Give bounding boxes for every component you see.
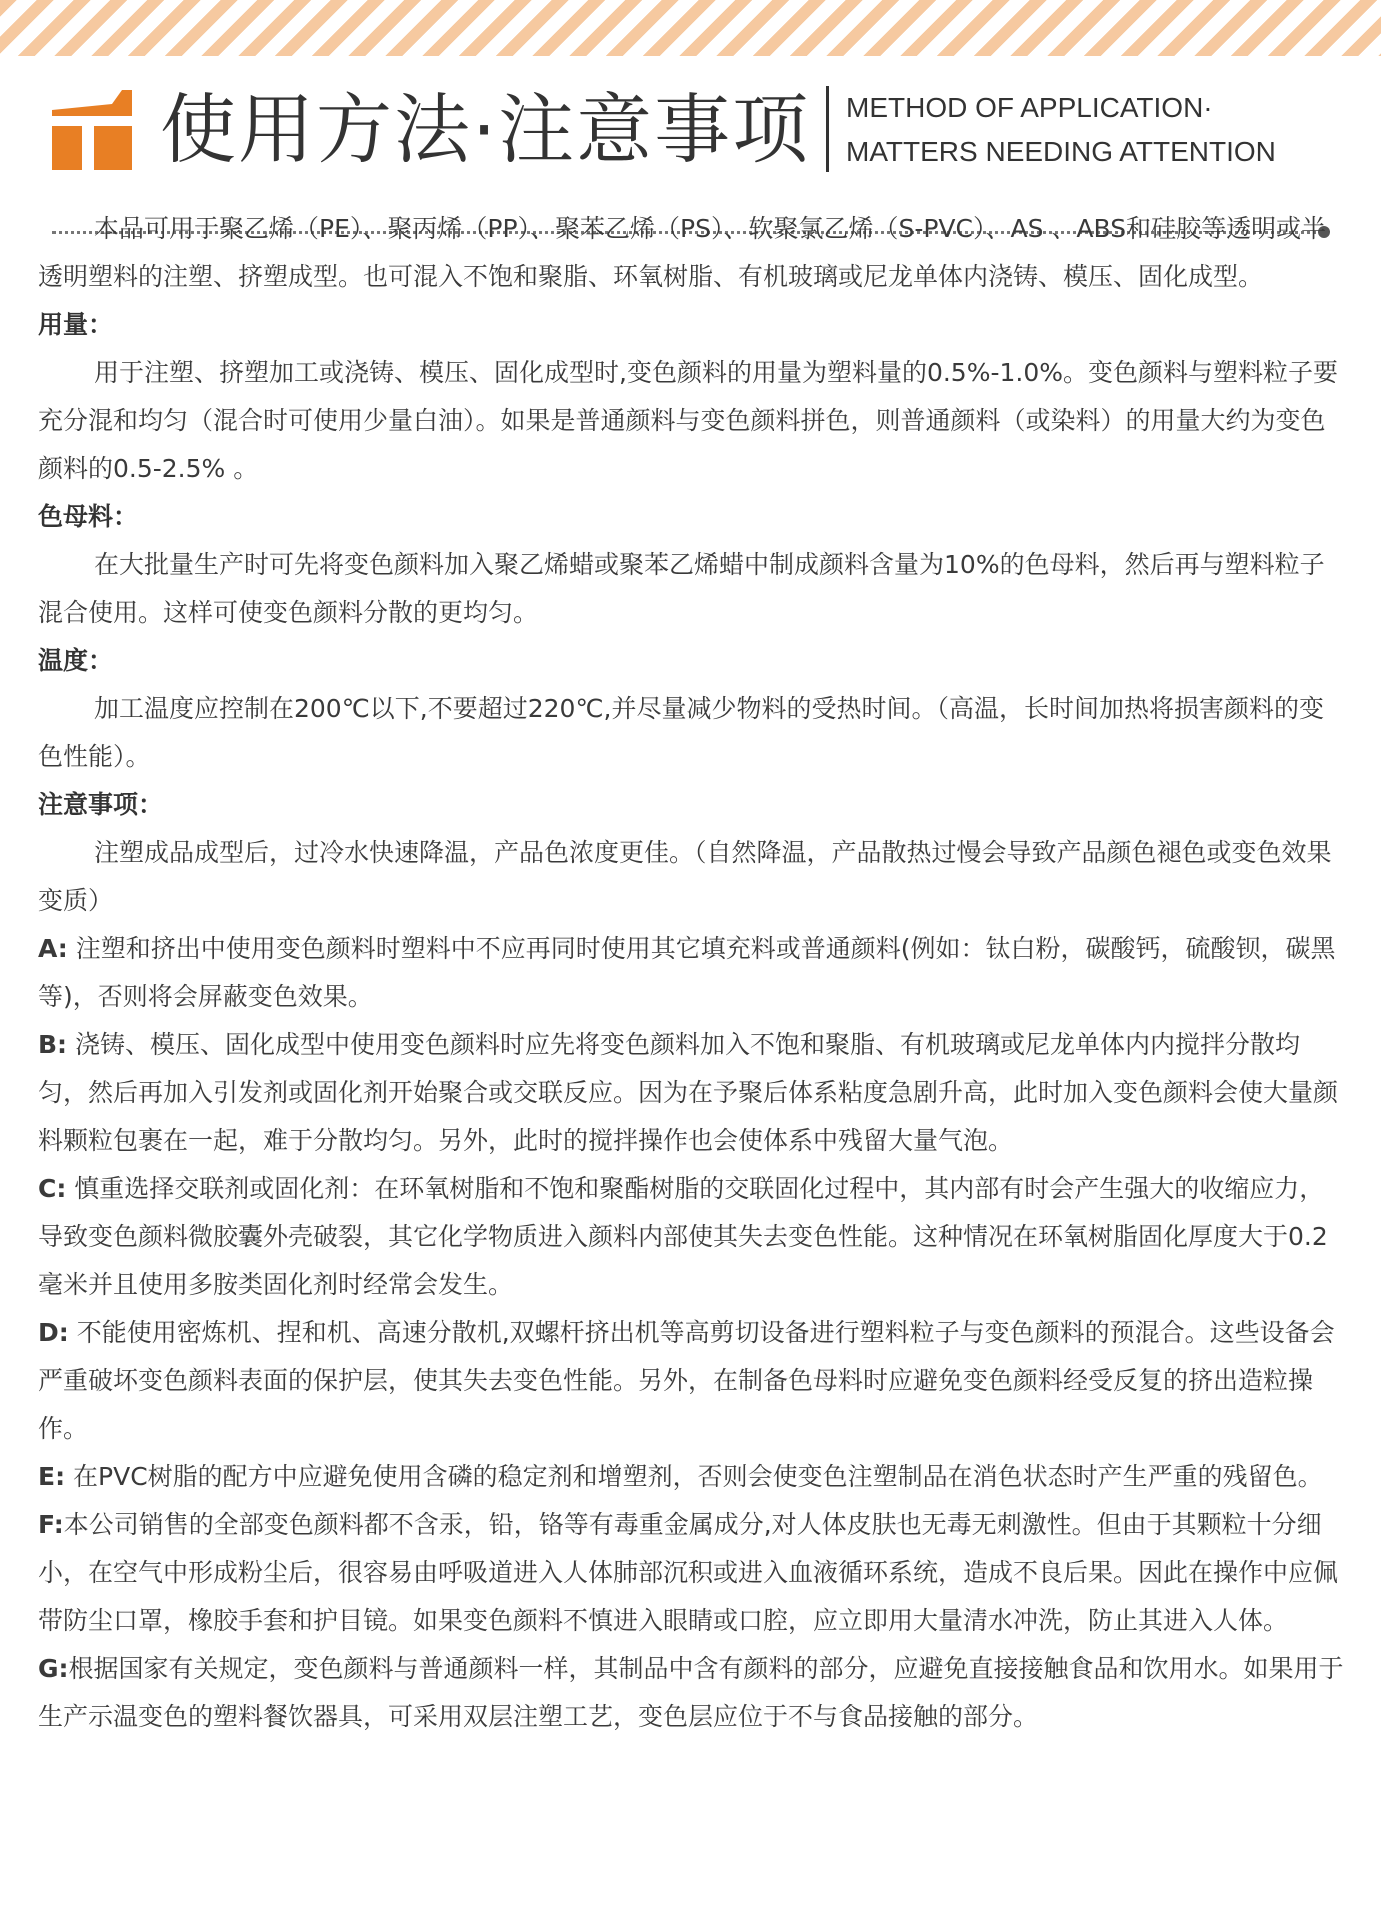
note-item-e xyxy=(38,1453,1348,1501)
page-subtitle xyxy=(846,86,1276,174)
temperature-paragraph: 加工温度应控制在200℃以下,不要超过220℃,并尽量减少物料的受热时间。（高温，长时间加热将损害颜料的变色性能）。 xyxy=(38,694,1324,771)
notes-paragraph: 注塑成品成型后，过冷水快速降温，产品色浓度更佳。（自然降温，产品散热过慢会导致产品颜色褪色或变色效果变质） xyxy=(38,838,1332,915)
subtitle-line-2: MATTERS NEEDING ATTENTION xyxy=(846,136,1276,167)
note-key: B: xyxy=(38,1030,68,1059)
note-text: 注塑和挤出中使用变色颜料时塑料中不应再同时使用其它填充料或普通颜料(例如：钛白粉，碳酸钙，硫酸钡，碳黑等)，否则将会屏蔽变色效果。 xyxy=(38,934,1336,1011)
section-heading-masterbatch: 色母料： xyxy=(38,502,139,531)
brand-logo-icon xyxy=(52,90,132,170)
note-key: C: xyxy=(38,1174,67,1203)
title-divider xyxy=(826,86,829,172)
note-key: D: xyxy=(38,1318,69,1347)
note-text: 根据国家有关规定，变色颜料与普通颜料一样，其制品中含有颜料的部分，应避免直接接触食品和饮用水。如果用于生产示温变色的塑料餐饮器具，可采用双层注塑工艺，变色层应位于不与食品接触的部分。 xyxy=(38,1654,1344,1731)
note-text: 不能使用密炼机、捏和机、高速分散机,双螺杆挤出机等高剪切设备进行塑料粒子与变色颜料的预混合。这些设备会严重破坏变色颜料表面的保护层，使其失去变色性能。另外，在制备色母料时应避免变色颜料经受反复的挤出造粒操作。 xyxy=(38,1318,1335,1443)
document-body xyxy=(38,205,1348,1741)
note-item-d xyxy=(38,1309,1348,1453)
note-item-c xyxy=(38,1165,1348,1309)
subtitle-line-1: METHOD OF APPLICATION· xyxy=(846,92,1213,123)
note-key: E: xyxy=(38,1462,66,1491)
intro-paragraph: 本品可用于聚乙烯（PE）、聚丙烯（PP）、聚苯乙烯（PS）、软聚氯乙烯（S-PVC）、AS 、ABS和硅胶等透明或半透明塑料的注塑、挤塑成型。也可混入不饱和聚脂、环氧树脂、有机玻璃或尼龙单体内浇铸、模压、固化成型。 xyxy=(38,214,1327,291)
section-heading-notes: 注意事项： xyxy=(38,790,164,819)
decorative-stripe-band xyxy=(0,0,1381,56)
note-item-g xyxy=(38,1645,1348,1741)
note-key: G: xyxy=(38,1654,69,1683)
note-item-a xyxy=(38,925,1348,1021)
page-title: 使用方法·注意事项 xyxy=(160,85,811,174)
note-item-b xyxy=(38,1021,1348,1165)
section-heading-temperature: 温度： xyxy=(38,646,114,675)
note-text: 在PVC树脂的配方中应避免使用含磷的稳定剂和增塑剂，否则会使变色注塑制品在消色状态时产生严重的残留色。 xyxy=(65,1462,1323,1491)
note-item-f xyxy=(38,1501,1348,1645)
note-text: 本公司销售的全部变色颜料都不含汞，铅，铬等有毒重金属成分,对人体皮肤也无毒无刺激性。但由于其颗粒十分细小，在空气中形成粉尘后，很容易由呼吸道进入人体肺部沉积或进入血液循环系统，造成不良后果。因此在操作中应佩带防尘口罩，橡胶手套和护目镜。如果变色颜料不慎进入眼睛或口腔，应立即用大量清水冲洗，防止其进入人体。 xyxy=(38,1510,1339,1635)
section-heading-dosage: 用量： xyxy=(38,310,114,339)
note-key: A: xyxy=(38,934,68,963)
page-header xyxy=(0,56,1381,186)
dosage-paragraph: 用于注塑、挤塑加工或浇铸、模压、固化成型时,变色颜料的用量为塑料量的0.5%-1.0%。变色颜料与塑料粒子要充分混和均匀（混合时可使用少量白油）。如果是普通颜料与变色颜料拼色，则普通颜料（或染料）的用量大约为变色颜料的0.5-2.5% 。 xyxy=(38,358,1338,483)
note-key: F: xyxy=(38,1510,64,1539)
note-text: 浇铸、模压、固化成型中使用变色颜料时应先将变色颜料加入不饱和聚脂、有机玻璃或尼龙单体内内搅拌分散均匀，然后再加入引发剂或固化剂开始聚合或交联反应。因为在予聚后体系粘度急剧升高，此时加入变色颜料会使大量颜料颗粒包裹在一起，难于分散均匀。另外，此时的搅拌操作也会使体系中残留大量气泡。 xyxy=(38,1030,1339,1155)
note-text: 慎重选择交联剂或固化剂：在环氧树脂和不饱和聚酯树脂的交联固化过程中，其内部有时会产生强大的收缩应力，导致变色颜料微胶囊外壳破裂，其它化学物质进入颜料内部使其失去变色性能。这种情况在环氧树脂固化厚度大于0.2毫米并且使用多胺类固化剂时经常会发生。 xyxy=(38,1174,1328,1299)
masterbatch-paragraph: 在大批量生产时可先将变色颜料加入聚乙烯蜡或聚苯乙烯蜡中制成颜料含量为10%的色母料，然后再与塑料粒子混合使用。这样可使变色颜料分散的更均匀。 xyxy=(38,550,1325,627)
